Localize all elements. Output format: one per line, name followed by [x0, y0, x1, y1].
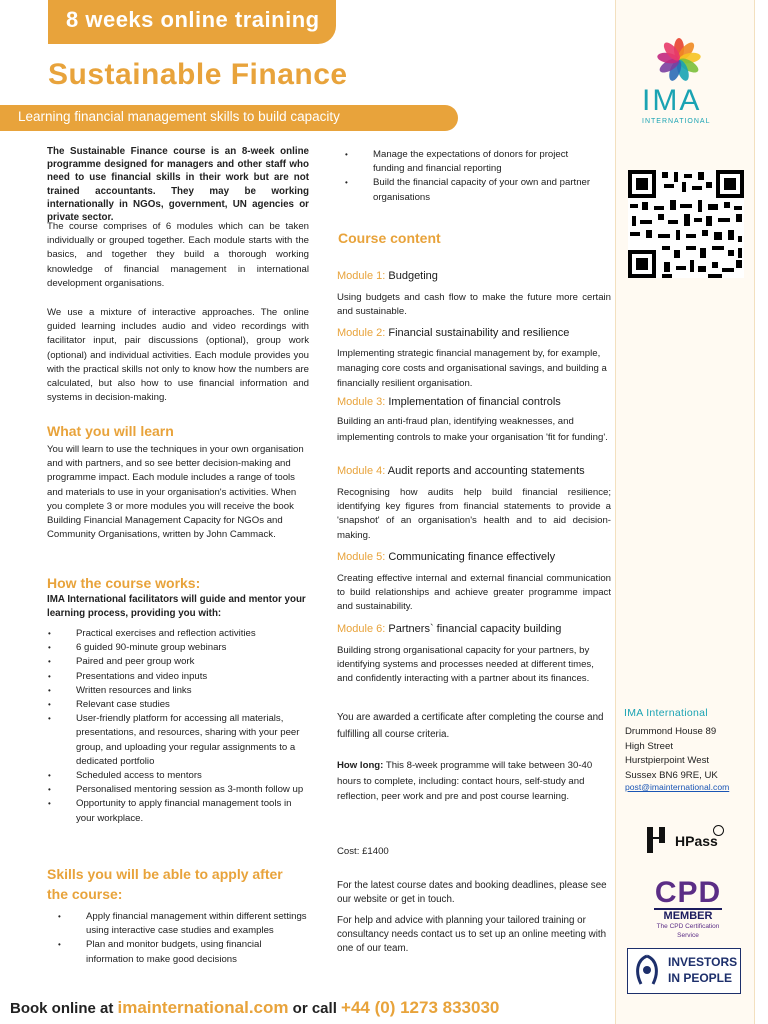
module-2-title	[337, 327, 569, 339]
module-4-desc: Recognising how audits help build financial resilience; identifying key figures from financial statements to provide a 'snapshot' of an organisation's health and to aid decision-making.	[337, 487, 611, 541]
ima-logo	[640, 34, 730, 126]
iip-wreath-icon	[632, 954, 662, 988]
list-item: • 6 guided 90-minute group webinars	[48, 641, 310, 655]
how-long-value: This 8-week programme will take between 30-40 hours to complete, including: contact hours, self-study and reflection, peer work and pre and post course learning.	[337, 760, 593, 802]
list-item: • User-friendly platform for accessing all materials, presentations, and resources, sharing with your peer group, and uploading your regular assignments to a dedicated portfolio	[48, 712, 310, 769]
list-item: • Relevant case studies	[48, 698, 310, 712]
module-3-title	[337, 396, 561, 408]
hpass-badge-icon	[713, 825, 724, 836]
module-title: Financial sustainability and resilience	[388, 327, 570, 339]
skills-heading	[47, 864, 283, 904]
cpd-logo	[648, 876, 728, 939]
list-item: • Apply financial management within different settings using interactive case studies and examples	[58, 910, 308, 938]
module-title: Implementation of financial controls	[388, 396, 561, 408]
module-5-desc: Creating effective internal and external financial communication to build relationships and achieve greater programme impact and sustainability.	[337, 573, 611, 613]
intro-bold: The Sustainable Finance course is an 8-week online programme designed for managers and other staff who need to use financial skills in their work but are not trained accountants. They may be working internationally in NGOs, government, UN agencies or private sector.	[47, 146, 309, 224]
module-6-desc: Building strong organisational capacity for your partners, by identifying systems and processes needed at different times, and confidently interacting with a partner about its finances.	[337, 645, 594, 685]
qr-code[interactable]	[628, 170, 744, 278]
iip-line2: IN PEOPLE	[668, 971, 733, 985]
module-number: Module 2:	[337, 327, 386, 339]
list-item: • Manage the expectations of donors for project funding and financial reporting	[345, 148, 595, 176]
list-item: • Paired and peer group work	[48, 655, 310, 669]
address-title: IMA International	[624, 707, 708, 719]
how-long-text	[337, 758, 607, 805]
list-item: • Opportunity to apply financial management tools in your workplace.	[48, 797, 310, 825]
skills-list-continued	[345, 148, 595, 205]
certificate-text: You are awarded a certificate after completing the course and fulfilling all course criteria.	[337, 712, 604, 740]
footer-prefix: Book online at	[10, 1000, 114, 1017]
list-item: • Personalised mentoring session as 3-month follow up	[48, 783, 310, 797]
duration-banner	[48, 0, 336, 44]
cpd-big-text: CPD	[654, 876, 722, 909]
module-1-desc: Using budgets and cash flow to make the future more certain and sustainable.	[337, 292, 611, 318]
intro-paragraph-2: We use a mixture of interactive approaches. The online guided learning includes audio and video recordings with facilitator input, pair discussions (optional), group work (optional) and individual activities. Each module provides you with the practical skills not only to know how the numbers are calculated, but also how to use financial information and systems in decision-making.	[47, 307, 309, 404]
module-number: Module 3:	[337, 396, 386, 408]
subtitle-text: Learning financial management skills to build capacity	[18, 109, 340, 124]
list-item: • Build the financial capacity of your own and partner organisations	[345, 176, 595, 204]
qr-code-icon	[628, 170, 744, 278]
sidebar-panel	[615, 0, 755, 1024]
cost-text	[337, 845, 389, 859]
learn-heading: What you will learn	[47, 423, 174, 439]
hpass-logo	[645, 825, 725, 857]
address-block	[625, 725, 718, 783]
list-item: • Practical exercises and reflection activities	[48, 627, 310, 641]
module-4-title	[337, 465, 585, 477]
list-item: • Scheduled access to mentors	[48, 769, 310, 783]
list-item: • Written resources and links	[48, 684, 310, 698]
module-2-desc: Implementing strategic financial management by, for example, managing core costs and organisational savings, and building a financially resilient organisation.	[337, 348, 607, 389]
module-title: Audit reports and accounting statements	[387, 465, 585, 477]
works-heading: How the course works:	[47, 575, 201, 591]
skills-heading-line1: Skills you will be able to apply after	[47, 866, 283, 882]
intro-paragraph-1: The course comprises of 6 modules which can be taken individually or grouped together. Each module starts with the basics, and together they build a thorough working knowledge of financial management in international development organisations.	[47, 221, 309, 289]
module-title: Communicating finance effectively	[388, 551, 556, 563]
logo-subtext: INTERNATIONAL	[642, 118, 711, 125]
address-line: Hurstpierpoint West	[625, 755, 710, 766]
module-6-title	[337, 623, 561, 635]
module-title: Partners` financial capacity building	[388, 623, 562, 635]
duration-banner-text: 8 weeks online training	[66, 7, 320, 32]
hpass-text: HPass	[675, 833, 718, 849]
module-5-title	[337, 551, 555, 563]
cpd-service-text: The CPD Certification Service	[656, 923, 720, 939]
module-number: Module 4:	[337, 465, 386, 477]
module-number: Module 6:	[337, 623, 386, 635]
footer-phone-link[interactable]: +44 (0) 1273 833030	[341, 998, 500, 1017]
iip-line1: INVESTORS	[668, 955, 738, 969]
address-line: Sussex BN6 9RE, UK	[625, 769, 718, 781]
email-link[interactable]: post@imainternational.com	[625, 782, 730, 792]
flower-icon	[650, 34, 710, 90]
iip-logo	[627, 948, 741, 994]
skills-heading-line2: the course:	[47, 886, 123, 902]
works-list	[48, 627, 310, 826]
learn-text: You will learn to use the techniques in your own organisation and with partners, and so see better decision-making and programme impact. Each module includes a range of tools and materials to use in your organisation's activities. When you complete 3 or more modules you will receive the book Building Financial Management Capacity for NGOs and Community Organisations, written by John Cammack.	[47, 444, 304, 541]
list-item: • Presentations and video inputs	[48, 670, 310, 684]
cost-value: £1400	[362, 846, 389, 857]
module-number: Module 5:	[337, 551, 386, 563]
page-title: Sustainable Finance	[48, 58, 348, 91]
subtitle-bar	[0, 105, 458, 131]
module-3-desc: Building an anti-fraud plan, identifying weaknesses, and implementing controls to make your organisation 'fit for funding'.	[337, 416, 608, 443]
footer-website-link[interactable]: imainternational.com	[117, 998, 289, 1017]
cpd-member-text: MEMBER	[654, 908, 722, 922]
help-text: For help and advice with planning your tailored training or consultancy needs contact us to set up an online meeting with one of our team.	[337, 915, 607, 955]
content-heading: Course content	[338, 230, 441, 246]
works-intro: IMA International facilitators will guide and mentor your learning process, providing you with:	[47, 594, 306, 619]
skills-list	[58, 910, 308, 967]
how-long-label: How long:	[337, 760, 384, 771]
list-item: • Plan and monitor budgets, using financial information to make good decisions	[58, 938, 308, 966]
footer-booking	[10, 998, 499, 1018]
dates-text: For the latest course dates and booking deadlines, please see our website or get in touch.	[337, 880, 607, 906]
logo-text: IMA	[642, 84, 702, 117]
address-line: Drummond House 89	[625, 726, 717, 737]
address-line: High Street	[625, 740, 673, 752]
cost-label: Cost:	[337, 846, 360, 857]
module-1-title	[337, 270, 438, 282]
hpass-mark-icon	[645, 825, 667, 855]
footer-mid: or call	[292, 1000, 337, 1017]
module-number: Module 1:	[337, 270, 386, 282]
module-title: Budgeting	[388, 270, 438, 282]
